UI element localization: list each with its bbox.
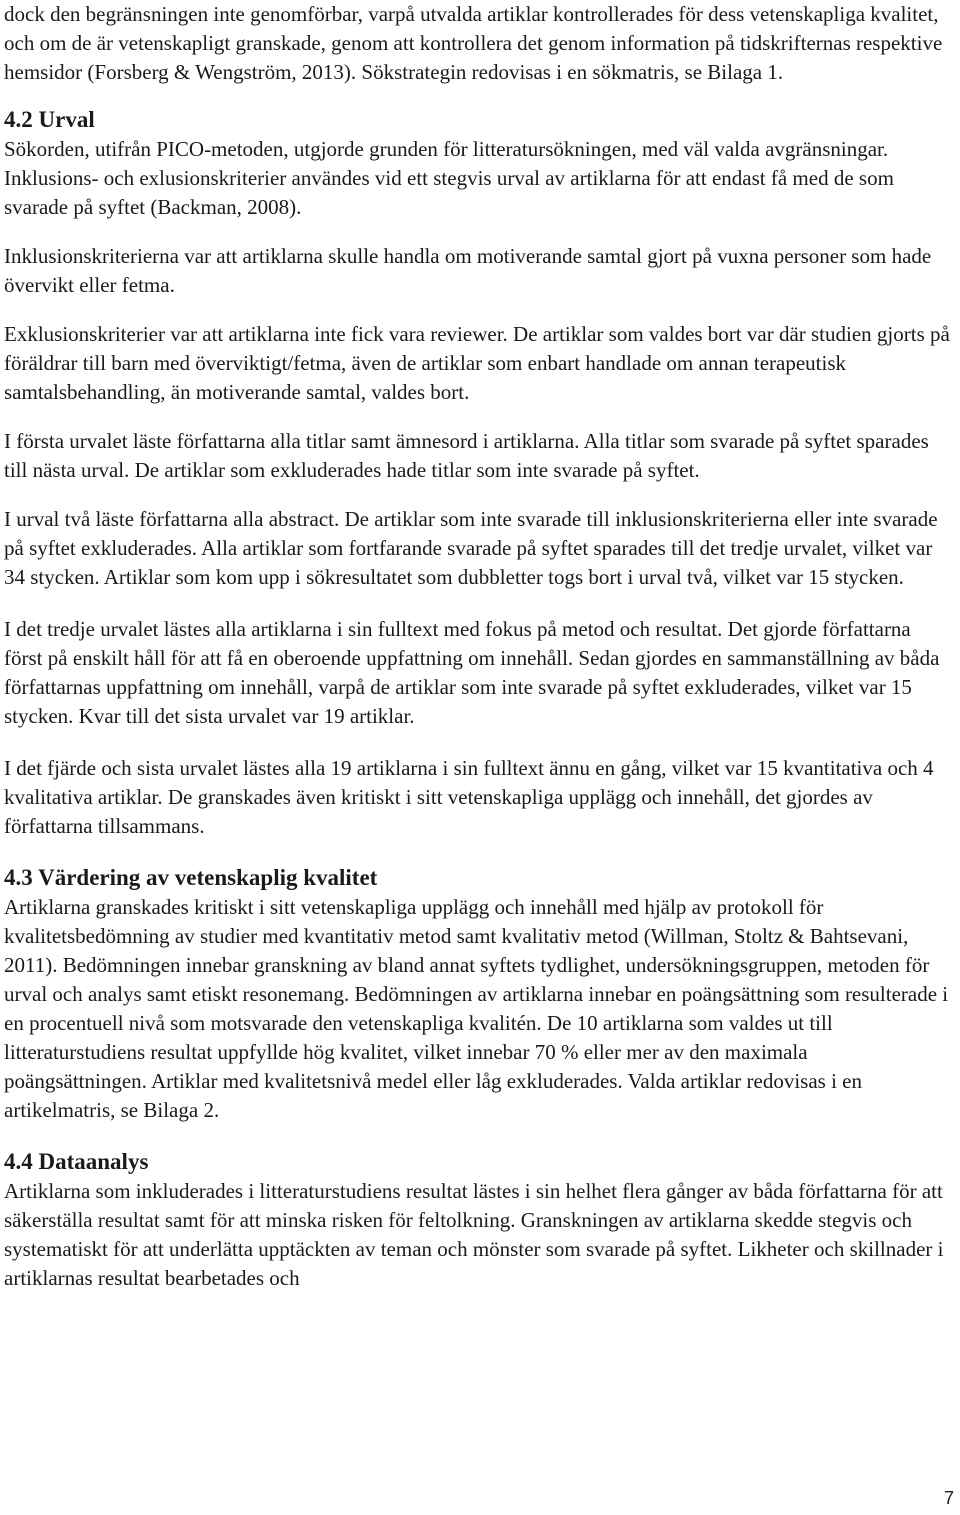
intro-paragraph: dock den begränsningen inte genomförbar, varpå utvalda artiklar kontrollerades för dess vetenskapliga kvalitet, och om de är vetenskapligt granskade, genom att kontrollera det genom information på tidskrifternas respektive hemsidor (Forsberg & Wengström, 2013). Sökstrategin redovisas i en sökmatris, se Bilaga 1. xyxy=(4,2,943,84)
paragraph: Inklusionskriterierna var att artiklarna skulle handla om motiverande samtal gjort på vuxna personer som hade övervikt eller fetma. xyxy=(4,244,932,297)
paragraph: Sökorden, utifrån PICO-metoden, utgjorde grunden för litteratursökningen, med väl valda avgränsningar. Inklusions- och exlusionskriterier användes vid ett stegvis urval av artiklarna för att endast få med de som svarade på syftet (Backman, 2008). xyxy=(4,137,894,219)
paragraph: I urval två läste författarna alla abstract. De artiklar som inte svarade till inklusionskriterierna eller inte svarade på syftet exkluderades. Alla artiklar som fortfarande svarade på syftet sparades till det tredje urvalet, vilket var 34 stycken. Artiklar som kom upp i sökresultatet som dubbletter togs bort i urval två, vilket var 15 stycken. xyxy=(4,507,938,589)
section-urval xyxy=(4,105,954,841)
paragraph: I första urvalet läste författarna alla titlar samt ämnesord i artiklarna. Alla titlar som svarade på syftet sparades till nästa urval. De artiklar som exkluderades hade titlar som inte svarade på syftet. xyxy=(4,429,929,482)
section-heading: 4.3 Värdering av vetenskaplig kvalitet xyxy=(4,865,378,890)
section-heading: 4.2 Urval xyxy=(4,107,95,132)
section-heading: 4.4 Dataanalys xyxy=(4,1149,149,1174)
section-vardering xyxy=(4,863,954,1125)
paragraph: I det fjärde och sista urvalet lästes alla 19 artiklarna i sin fulltext ännu en gång, vilket var 15 kvantitativa och 4 kvalitativa artiklar. De granskades även kritiskt i sitt vetenskapliga upplägg och innehåll, det gjordes av författarna tillsammans. xyxy=(4,756,934,838)
section-dataanalys xyxy=(4,1147,954,1293)
paragraph: Exklusionskriterier var att artiklarna inte fick vara reviewer. De artiklar som valdes bort var där studien gjorts på föräldrar till barn med överviktigt/fetma, även de artiklar som enbart handlade om annan terapeutisk samtalsbehandling, än motiverande samtal, valdes bort. xyxy=(4,322,950,404)
document-page xyxy=(4,0,954,1293)
paragraph: Artiklarna granskades kritiskt i sitt vetenskapliga upplägg och innehåll med hjälp av protokoll för kvalitetsbedömning av studier med kvantitativ metod samt kvalitativ metod (Willman, Stoltz & Bahtsevani, 2011). Bedömningen innebar granskning av bland annat syftets tydlighet, undersökningsgruppen, metoden för urval och analys samt etiskt resonemang. Bedömningen av artiklarna innebar en poängsättning som resulterade i en procentuell nivå som motsvarade den vetenskapliga kvalitén. De 10 artiklarna som valdes ut till litteraturstudiens resultat uppfyllde hög kvalitet, vilket innebar 70 % eller mer av den maximala poängsättningen. Artiklar med kvalitetsnivå medel eller låg exkluderades. Valda artiklar redovisas i en artikelmatris, se Bilaga 2. xyxy=(4,895,949,1122)
paragraph: I det tredje urvalet lästes alla artiklarna i sin fulltext med fokus på metod och resultat. Det gjorde författarna först på enskilt håll för att få en oberoende uppfattning om innehåll. Sedan gjordes en sammanställning av båda författarnas uppfattning om innehåll, varpå de artiklar som inte svarade på syftet exkluderades, vilket var 15 stycken. Kvar till det sista urvalet var 19 artiklar. xyxy=(4,617,940,728)
page-number: 7 xyxy=(943,1488,954,1508)
paragraph: Artiklarna som inkluderades i litteraturstudiens resultat lästes i sin helhet flera gånger av båda författarna för att säkerställa resultat samt för att minska risken för feltolkning. Granskningen av artiklarna skedde stegvis och systematiskt för att underlätta upptäckten av teman och mönster som svarade på syftet. Likheter och skillnader i artiklarnas resultat bearbetades och xyxy=(4,1179,944,1290)
